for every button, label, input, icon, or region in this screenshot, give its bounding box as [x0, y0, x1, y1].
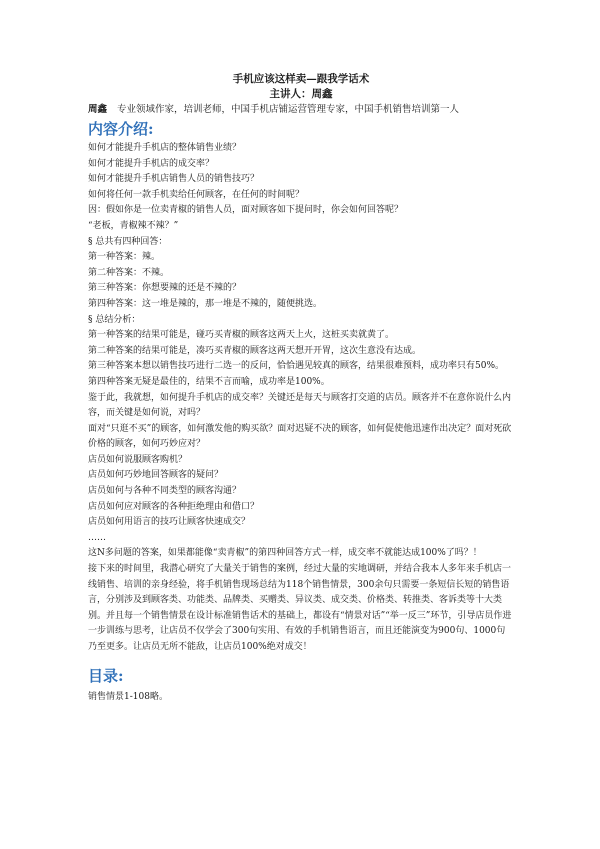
body-line: 第三种答案：你想要辣的还是不辣的？ — [88, 283, 242, 294]
body-line: 第一种答案的结果可能是，碰巧买青椒的顾客这两天上火，这桩买卖就黄了。 — [88, 330, 395, 341]
body-line: 店员如何说服顾客购机？ — [88, 454, 188, 465]
toc-line: 销售情景1-108略。 — [88, 691, 168, 702]
document-subtitle: 主讲人：周鑫 — [269, 88, 333, 100]
body-line: 接下来的时间里，我潜心研究了大量关于销售的案例，经过大量的实地调研，并结合我本人多年来手机店一线销售、培训的亲身经验，将手机销售现场总结为118个销售情景，300余句只需要一条短信长短的销售语言，分别涉及到顾客类、功能类、品牌类、买赠类、异议类、成交类、价格类、转推类、客诉类等十大类别。并且每一个销售情景在设计标准销售话术的基础上，都设有“情景对话”“举一反三”环节，引导店员作进一步训练与思考，让店员不仅学会了300句实用、有效的手机销售语言，而且还能演变为900句、1000句乃至更多。让店员无所不能敌，让店员100%绝对成交！ — [88, 564, 512, 652]
body-line: 这N多问题的答案，如果都能像“卖青椒”的第四种回答方式一样，成交率不就能达成100%了吗？！ — [88, 548, 482, 559]
body-line: 第三种答案本想以销售技巧进行二选一的反问，恰恰遇见较真的顾客，结果很难预料，成功率只有50%。 — [88, 361, 505, 372]
body-line: 如何将任何一款手机卖给任何顾客，在任何的时间呢？ — [88, 189, 305, 200]
body-line: 第四种答案：这一堆是辣的，那一堆是不辣的，随便挑选。 — [88, 298, 323, 309]
body-line: 如何才能提升手机店的成交率？ — [88, 158, 215, 169]
document-title: 手机应该这样卖—跟我学话术 — [232, 73, 370, 85]
body-line: 店员如何用语言的技巧让顾客快速成交？ — [88, 517, 251, 528]
body-line: 第二种答案的结果可能是，凑巧买青椒的顾客这两天想开开胃，这次生意没有达成。 — [88, 345, 422, 356]
intro-body — [88, 141, 514, 656]
body-line: 第一种答案：辣。 — [88, 252, 161, 263]
body-line: “老板，青椒辣不辣？” — [88, 220, 179, 231]
body-line: 店员如何与各种不同类型的顾客沟通？ — [88, 486, 242, 497]
body-line: 店员如何巧妙地回答顾客的疑问？ — [88, 470, 224, 481]
body-line: 鉴于此，我就想，如何提升手机店的成交率？关键还是每天与顾客打交道的店员。顾客并不在意你说什么内容，而关键是如何说，对吗？ — [88, 392, 512, 419]
body-line: § 总结分析： — [88, 314, 141, 325]
body-line: 因：假如你是一位卖青椒的销售人员，面对顾客如下提问时，你会如何回答呢？ — [88, 205, 404, 216]
body-line: 如何才能提升手机店销售人员的销售技巧？ — [88, 174, 260, 185]
author-line — [88, 102, 514, 117]
toc-heading: 目录: — [88, 666, 124, 685]
body-line: 第四种答案无疑是最佳的，结果不言而喻，成功率是100%。 — [88, 376, 330, 387]
body-line: 第二种答案：不辣。 — [88, 267, 170, 278]
author-description: 专业领域作家，培训老师，中国手机店铺运营管理专家，中国手机销售培训第一人 — [117, 104, 460, 115]
body-line: § 总共有四种回答： — [88, 236, 168, 247]
body-line: 面对“只逛不买”的顾客，如何激发他的购买欲？面对迟疑不决的顾客，如何促使他迅速作出决定？面对死砍价格的顾客，如何巧妙应对？ — [88, 423, 512, 450]
body-line: …… — [88, 532, 106, 543]
intro-heading: 内容介绍: — [88, 120, 154, 138]
author-name: 周鑫 — [88, 104, 108, 115]
body-line: 如何才能提升手机店的整体销售业绩？ — [88, 143, 242, 153]
body-line: 店员如何应对顾客的各种拒绝理由和借口？ — [88, 501, 260, 512]
